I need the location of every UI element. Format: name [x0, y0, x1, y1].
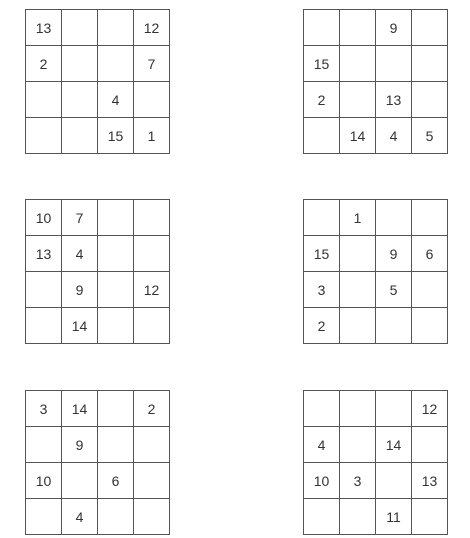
grid-cell[interactable] — [340, 46, 376, 82]
grid-row — [26, 200, 170, 236]
grid-cell[interactable] — [62, 118, 98, 154]
grid-cell[interactable] — [98, 272, 134, 308]
grid-cell[interactable]: 9 — [62, 272, 98, 308]
grid-cell[interactable] — [412, 427, 448, 463]
grid-cell[interactable] — [412, 82, 448, 118]
grid-cell[interactable] — [26, 499, 62, 535]
grid-row — [26, 236, 170, 272]
grid-row — [304, 272, 448, 308]
grid-cell[interactable]: 10 — [26, 200, 62, 236]
grid-cell[interactable] — [412, 308, 448, 344]
grid-cell[interactable]: 15 — [98, 118, 134, 154]
grid-cell[interactable] — [340, 10, 376, 46]
grid-cell[interactable] — [98, 427, 134, 463]
grid-cell[interactable]: 2 — [26, 46, 62, 82]
grid-row — [26, 10, 170, 46]
grid-row — [26, 46, 170, 82]
grid-cell[interactable] — [26, 118, 62, 154]
grid-cell[interactable] — [62, 10, 98, 46]
grid-cell[interactable] — [376, 308, 412, 344]
grid-cell[interactable] — [412, 46, 448, 82]
grid-cell[interactable] — [98, 308, 134, 344]
grid-cell[interactable] — [304, 391, 340, 427]
grid-cell[interactable]: 2 — [304, 82, 340, 118]
grid-cell[interactable]: 4 — [376, 118, 412, 154]
grid-cell[interactable]: 4 — [62, 499, 98, 535]
grid-cell[interactable]: 13 — [26, 236, 62, 272]
grid-cell[interactable] — [376, 463, 412, 499]
grid-cell[interactable] — [304, 118, 340, 154]
grid-cell[interactable] — [412, 10, 448, 46]
puzzle-grid-1 — [25, 9, 170, 154]
grid-cell[interactable] — [412, 499, 448, 535]
grid-cell[interactable]: 3 — [340, 463, 376, 499]
grid-cell[interactable] — [134, 463, 170, 499]
grid-cell[interactable] — [98, 200, 134, 236]
grid-cell[interactable] — [340, 391, 376, 427]
grid-row — [26, 82, 170, 118]
grid-cell[interactable]: 1 — [340, 200, 376, 236]
grid-row — [304, 463, 448, 499]
grid-cell[interactable] — [376, 391, 412, 427]
grid-row — [26, 272, 170, 308]
grid-cell[interactable]: 2 — [134, 391, 170, 427]
grid-cell[interactable]: 12 — [134, 272, 170, 308]
grid-cell[interactable]: 15 — [304, 46, 340, 82]
grid-cell[interactable] — [26, 427, 62, 463]
grid-cell[interactable] — [376, 200, 412, 236]
puzzle-grid-5 — [25, 390, 170, 535]
grid-cell[interactable]: 14 — [62, 391, 98, 427]
grid-cell[interactable] — [340, 272, 376, 308]
grid-cell[interactable]: 13 — [376, 82, 412, 118]
grid-cell[interactable] — [26, 308, 62, 344]
grid-cell[interactable]: 6 — [412, 236, 448, 272]
grid-cell[interactable]: 5 — [376, 272, 412, 308]
puzzle-grid-4 — [303, 199, 448, 344]
grid-cell[interactable] — [62, 46, 98, 82]
grid-row — [26, 427, 170, 463]
grid-cell[interactable] — [26, 82, 62, 118]
puzzle-grid-3 — [25, 199, 170, 344]
puzzle-grid-2 — [303, 9, 448, 154]
grid-row — [26, 118, 170, 154]
grid-cell[interactable]: 6 — [98, 463, 134, 499]
grid-cell[interactable] — [340, 308, 376, 344]
grid-cell[interactable]: 7 — [62, 200, 98, 236]
grid-row — [304, 236, 448, 272]
grid-cell[interactable] — [304, 10, 340, 46]
grid-cell[interactable] — [62, 82, 98, 118]
grid-cell[interactable]: 5 — [412, 118, 448, 154]
grid-cell[interactable]: 3 — [304, 272, 340, 308]
grid-cell[interactable] — [412, 200, 448, 236]
grid-row — [304, 118, 448, 154]
grid-cell[interactable]: 9 — [376, 236, 412, 272]
grid-cell[interactable]: 13 — [26, 10, 62, 46]
grid-row — [26, 391, 170, 427]
grid-cell[interactable] — [134, 200, 170, 236]
grid-cell[interactable]: 14 — [62, 308, 98, 344]
grid-cell[interactable]: 12 — [412, 391, 448, 427]
grid-cell[interactable] — [134, 82, 170, 118]
grid-cell[interactable]: 2 — [304, 308, 340, 344]
grid-cell[interactable]: 9 — [62, 427, 98, 463]
grid-cell[interactable]: 13 — [412, 463, 448, 499]
grid-cell[interactable] — [134, 308, 170, 344]
grid-cell[interactable] — [304, 499, 340, 535]
grid-cell[interactable] — [98, 46, 134, 82]
grid-cell[interactable] — [376, 46, 412, 82]
grid-cell[interactable]: 7 — [134, 46, 170, 82]
grid-cell[interactable] — [304, 200, 340, 236]
grid-row — [304, 46, 448, 82]
grid-cell[interactable]: 11 — [376, 499, 412, 535]
grid-cell[interactable] — [340, 236, 376, 272]
grid-cell[interactable]: 14 — [376, 427, 412, 463]
grid-cell[interactable] — [62, 463, 98, 499]
grid-cell[interactable]: 3 — [26, 391, 62, 427]
grid-cell[interactable]: 4 — [98, 82, 134, 118]
grid-cell[interactable]: 10 — [26, 463, 62, 499]
grid-cell[interactable] — [340, 427, 376, 463]
grid-cell[interactable] — [340, 499, 376, 535]
grid-cell[interactable]: 14 — [340, 118, 376, 154]
grid-cell[interactable] — [98, 10, 134, 46]
grid-cell[interactable] — [340, 82, 376, 118]
grid-cell[interactable]: 15 — [304, 236, 340, 272]
grid-row — [304, 308, 448, 344]
grid-cell[interactable] — [412, 272, 448, 308]
grid-cell[interactable]: 12 — [134, 10, 170, 46]
grid-row — [26, 463, 170, 499]
grid-row — [304, 427, 448, 463]
grid-cell[interactable] — [98, 236, 134, 272]
grid-row — [304, 499, 448, 535]
grid-cell[interactable] — [26, 272, 62, 308]
grid-cell[interactable]: 10 — [304, 463, 340, 499]
grid-cell[interactable]: 4 — [304, 427, 340, 463]
grid-cell[interactable] — [98, 499, 134, 535]
grid-row — [304, 391, 448, 427]
grid-cell[interactable] — [134, 499, 170, 535]
grid-cell[interactable]: 4 — [62, 236, 98, 272]
grid-cell[interactable] — [134, 427, 170, 463]
grid-row — [304, 200, 448, 236]
grid-row — [304, 82, 448, 118]
grid-cell[interactable]: 9 — [376, 10, 412, 46]
grid-cell[interactable] — [134, 236, 170, 272]
puzzle-grid-6 — [303, 390, 448, 535]
grid-row — [26, 308, 170, 344]
grid-cell[interactable]: 1 — [134, 118, 170, 154]
grid-cell[interactable] — [98, 391, 134, 427]
grid-row — [304, 10, 448, 46]
grid-row — [26, 499, 170, 535]
